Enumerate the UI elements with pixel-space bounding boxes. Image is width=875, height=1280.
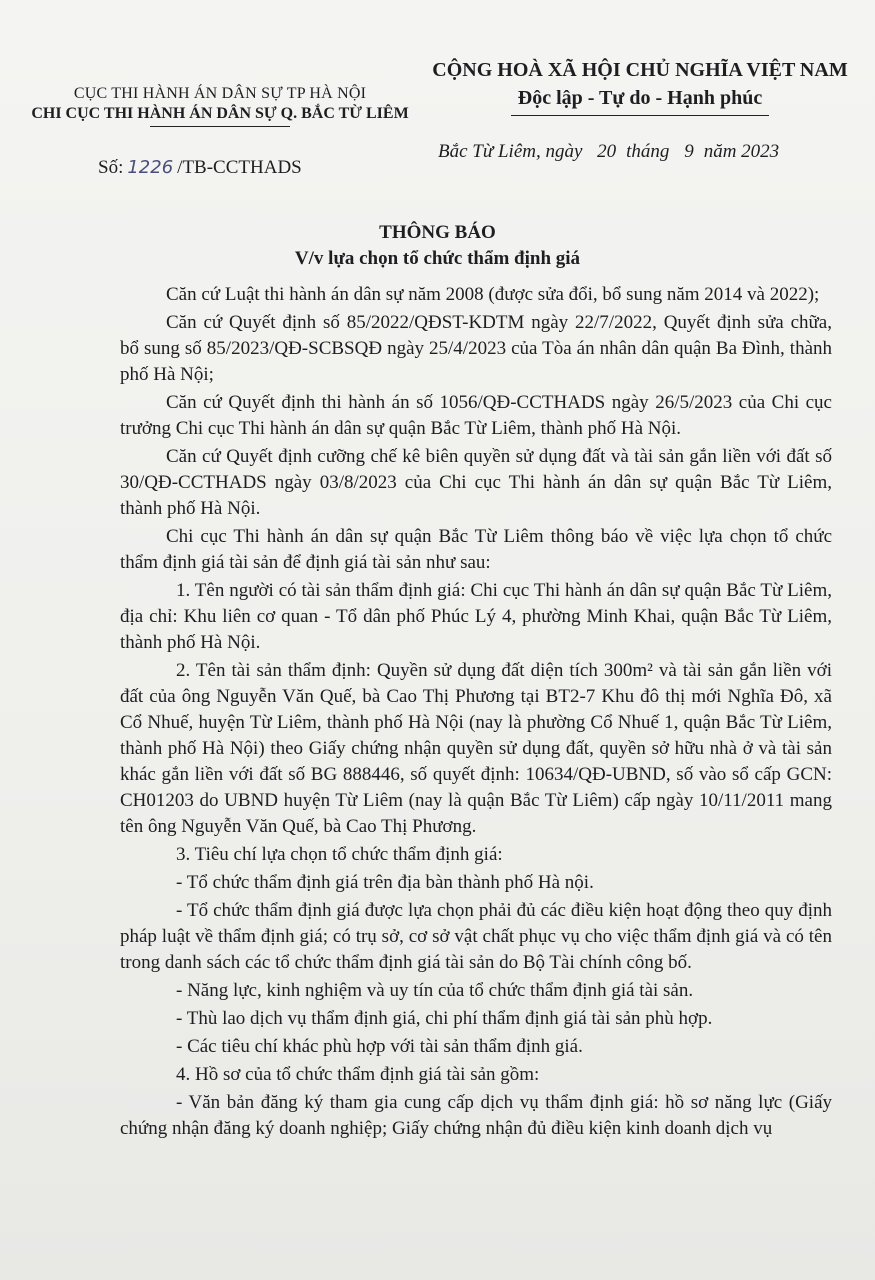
title-heading: THÔNG BÁO bbox=[379, 222, 496, 243]
document-title bbox=[0, 220, 875, 272]
national-motto: Độc lập - Tự do - Hạnh phúc bbox=[517, 87, 763, 109]
date-line bbox=[438, 141, 779, 163]
document-body bbox=[120, 282, 832, 1144]
paragraph: - Các tiêu chí khác phù hợp với tài sản thẩm định giá. bbox=[176, 1036, 583, 1057]
paragraph: 1. Tên người có tài sản thẩm định giá: Chi cục Thi hành án dân sự quận Bắc Từ Liêm, địa chỉ: Khu liên cơ quan - Tổ dân phố Phúc Lý 4, phường Minh Khai, quận Bắc Từ Liêm, thành phố Hà Nội. bbox=[120, 580, 832, 653]
paragraph: Căn cứ Quyết định thi hành án số 1056/QĐ-CCTHADS ngày 26/5/2023 của Chi cục trưởng Chi cục Thi hành án dân sự quận Bắc Từ Liêm, thành phố Hà Nội. bbox=[120, 392, 832, 439]
document-number bbox=[98, 157, 302, 179]
date-month: 9 bbox=[684, 141, 694, 162]
handwritten-number: 1226 bbox=[127, 157, 174, 178]
paragraph: Căn cứ Quyết định số 85/2022/QĐST-KDTM ngày 22/7/2022, Quyết định sửa chữa, bổ sung số 85/2023/QĐ-SCBSQĐ ngày 25/4/2023 của Tòa án nhân dân quận Ba Đình, thành phố Hà Nội; bbox=[120, 312, 832, 385]
paragraph: 4. Hồ sơ của tổ chức thẩm định giá tài sản gồm: bbox=[176, 1064, 540, 1085]
date-place: Bắc Từ Liêm, ngày bbox=[438, 141, 583, 162]
paragraph: - Năng lực, kinh nghiệm và uy tín của tổ chức thẩm định giá tài sản. bbox=[176, 980, 694, 1001]
paragraph: - Tổ chức thẩm định giá trên địa bàn thành phố Hà nội. bbox=[176, 872, 594, 893]
paragraph: Căn cứ Luật thi hành án dân sự năm 2008 (được sửa đổi, bổ sung năm 2014 và 2022); bbox=[166, 284, 820, 305]
paragraph: Chi cục Thi hành án dân sự quận Bắc Từ Liêm thông báo về việc lựa chọn tổ chức thẩm định giá tài sản để định giá tài sản như sau: bbox=[120, 526, 832, 573]
title-subject: V/v lựa chọn tổ chức thẩm định giá bbox=[294, 248, 581, 269]
paragraph: - Thù lao dịch vụ thẩm định giá, chi phí thẩm định giá tài sản phù hợp. bbox=[176, 1008, 713, 1029]
issuing-office: CHI CỤC THI HÀNH ÁN DÂN SỰ Q. BẮC TỪ LIÊM bbox=[31, 105, 409, 122]
country-name: CỘNG HOÀ XÃ HỘI CHỦ NGHĨA VIỆT NAM bbox=[432, 59, 848, 81]
number-prefix: Số: bbox=[98, 157, 124, 178]
issuing-agency bbox=[20, 84, 420, 127]
date-day: 20 bbox=[597, 141, 617, 162]
paragraph: 2. Tên tài sản thẩm định: Quyền sử dụng đất diện tích 300m² và tài sản gắn liền với đất của ông Nguyễn Văn Quế, bà Cao Thị Phương tại BT2-7 Khu đô thị mới Nghĩa Đô, xã Cổ Nhuế, huyện Từ Liêm, thành phố Hà Nội (nay là phường Cổ Nhuế 1, quận Bắc Từ Liêm, thành phố Hà Nội) theo Giấy chứng nhận quyền sử dụng đất, quyền sở hữu nhà ở và tài sản khác gắn liền với đất số BG 888446, số quyết định: 10634/QĐ-UBND, số vào sổ cấp GCN: CH01203 do UBND huyện Từ Liêm (nay là quận Bắc Từ Liêm) cấp ngày 10/11/2011 mang tên ông Nguyễn Văn Quế, bà Cao Thị Phương. bbox=[120, 660, 832, 837]
date-month-label: tháng bbox=[626, 141, 670, 162]
paragraph: 3. Tiêu chí lựa chọn tổ chức thẩm định giá: bbox=[176, 844, 503, 865]
paragraph: Căn cứ Quyết định cưỡng chế kê biên quyền sử dụng đất và tài sản gắn liền với đất số 30/QĐ-CCTHADS ngày 03/8/2023 của Chi cục Thi hành án dân sự quận Bắc Từ Liêm, thành phố Hà Nội. bbox=[120, 446, 832, 519]
date-year: năm 2023 bbox=[703, 141, 780, 162]
paragraph: - Văn bản đăng ký tham gia cung cấp dịch vụ thẩm định giá: hồ sơ năng lực (Giấy chứng nhận đăng ký doanh nghiệp; Giấy chứng nhận đủ điều kiện kinh doanh dịch vụ bbox=[120, 1092, 832, 1139]
paragraph: - Tổ chức thẩm định giá được lựa chọn phải đủ các điều kiện hoạt động theo quy định pháp luật về thẩm định giá; có trụ sở, cơ sở vật chất phục vụ cho việc thẩm định giá và có tên trong danh sách các tổ chức thẩm định giá tài sản do Bộ Tài chính công bố. bbox=[120, 900, 832, 973]
agency-underline bbox=[150, 126, 290, 127]
motto-underline bbox=[511, 115, 769, 116]
parent-agency: CỤC THI HÀNH ÁN DÂN SỰ TP HÀ NỘI bbox=[73, 85, 367, 102]
number-suffix: /TB-CCTHADS bbox=[177, 157, 302, 178]
national-header bbox=[420, 56, 860, 116]
